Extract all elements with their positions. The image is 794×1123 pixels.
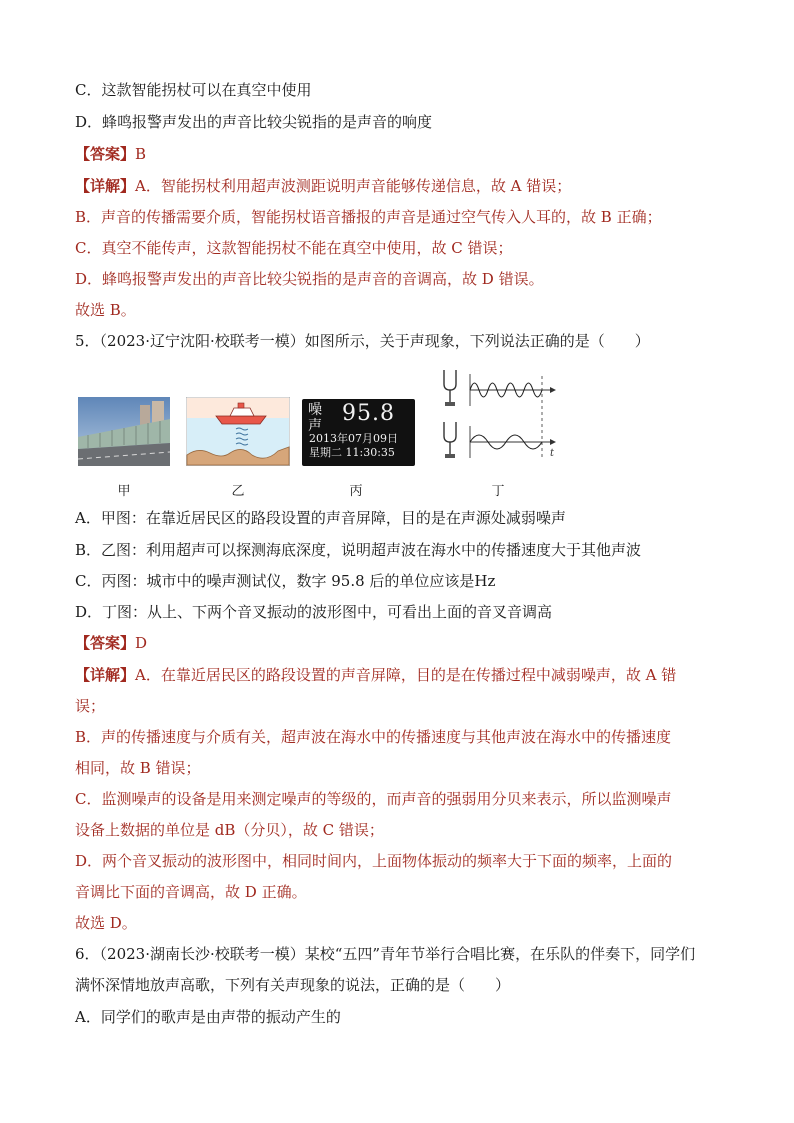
caption-ding: 丁 [491,484,505,499]
answer-value: B [135,145,147,163]
answer-value: D [135,634,148,652]
answer-tag: 【答案】 [75,145,136,163]
question-6-stem: 6．（2023·湖南长沙·校联考一模）某校“五四”青年节举行合唱比赛，在乐队的伴奏下，同学们 [75,945,696,963]
ship-sonar-illustration [186,397,290,466]
time-axis-label: t [550,448,555,459]
explanation-text: A．在靠近居民区的路段设置的声音屏障，目的是在传播过程中减弱噪声，故 A 错 [135,666,677,684]
question-5-stem: 5．（2023·辽宁沈阳·校联考一模）如图所示，关于声现象，下列说法正确的是（ ） [75,332,650,350]
option-d-q5: D．丁图：从上、下两个音叉振动的波形图中，可看出上面的音叉音调高 [75,603,553,621]
question-5-figures [78,368,558,498]
explanation-b-q5: B．声的传播速度与介质有关，超声波在海水中的传播速度与其他声波在海水中的传播速度 [75,728,672,746]
explanation-c-q4: C．真空不能传声，这款智能拐杖不能在真空中使用，故 C 错误； [75,239,513,257]
meter-label: 噪声 [308,402,322,434]
explanation-b-q5-cont: 相同，故 B 错误； [75,759,201,777]
explanation-d-q4: D．蜂鸣报警声发出的声音比较尖锐指的是声音的音调高，故 D 错误。 [75,270,544,288]
noise-meter-display [302,399,415,466]
explanation-b-q4: B．声音的传播需要介质，智能拐杖语音播报的声音是通过空气传入人耳的，故 B 正确； [75,208,662,226]
tuning-fork-waveforms [440,368,558,468]
answer-q5 [75,633,725,653]
conclusion-q5: 故选 D。 [75,914,137,932]
option-a-q6: A．同学们的歌声是由声带的振动产生的 [75,1008,341,1026]
option-d-q4: D．蜂鸣报警声发出的声音比较尖锐指的是声音的响度 [75,113,433,131]
option-a-q5: A．甲图：在靠近居民区的路段设置的声音屏障，目的是在声源处减弱噪声 [75,509,566,527]
explanation-tag: 【详解】 [75,177,136,195]
answer-tag: 【答案】 [75,634,136,652]
caption-jia: 甲 [117,484,131,499]
explanation-a-q5 [75,665,725,685]
meter-date: 2013年07月09日 星期二 11:30:35 [309,432,398,459]
question-6-stem-cont: 满怀深情地放声高歌，下列有关声现象的说法，正确的是（ ） [75,976,511,994]
sound-barrier-photo [78,397,170,466]
caption-yi: 乙 [231,484,245,499]
conclusion-q4: 故选 B。 [75,301,136,319]
explanation-text: A．智能拐杖利用超声波测距说明声音能够传递信息，故 A 错误； [135,177,572,195]
explanation-c-q5-cont: 设备上数据的单位是 dB（分贝），故 C 错误； [75,821,384,839]
option-c-q5: C．丙图：城市中的噪声测试仪，数字 95.8 后的单位应该是Hz [75,572,496,590]
meter-value: 95.8 [342,401,395,426]
option-c-q4: C．这款智能拐杖可以在真空中使用 [75,81,312,99]
explanation-d-q5-cont: 音调比下面的音调高，故 D 正确。 [75,883,307,901]
answer-q4 [75,144,725,164]
explanation-a-q4 [75,176,725,196]
explanation-tag: 【详解】 [75,666,136,684]
explanation-c-q5: C．监测噪声的设备是用来测定噪声的等级的，而声音的强弱用分贝来表示，所以监测噪声 [75,790,672,808]
caption-bing: 丙 [349,484,363,499]
option-b-q5: B．乙图：利用超声可以探测海底深度，说明超声波在海水中的传播速度大于其他声波 [75,541,642,559]
explanation-d-q5: D．两个音叉振动的波形图中，相同时间内，上面物体振动的频率大于下面的频率，上面的 [75,852,673,870]
explanation-a-q5-cont: 误； [75,697,106,715]
